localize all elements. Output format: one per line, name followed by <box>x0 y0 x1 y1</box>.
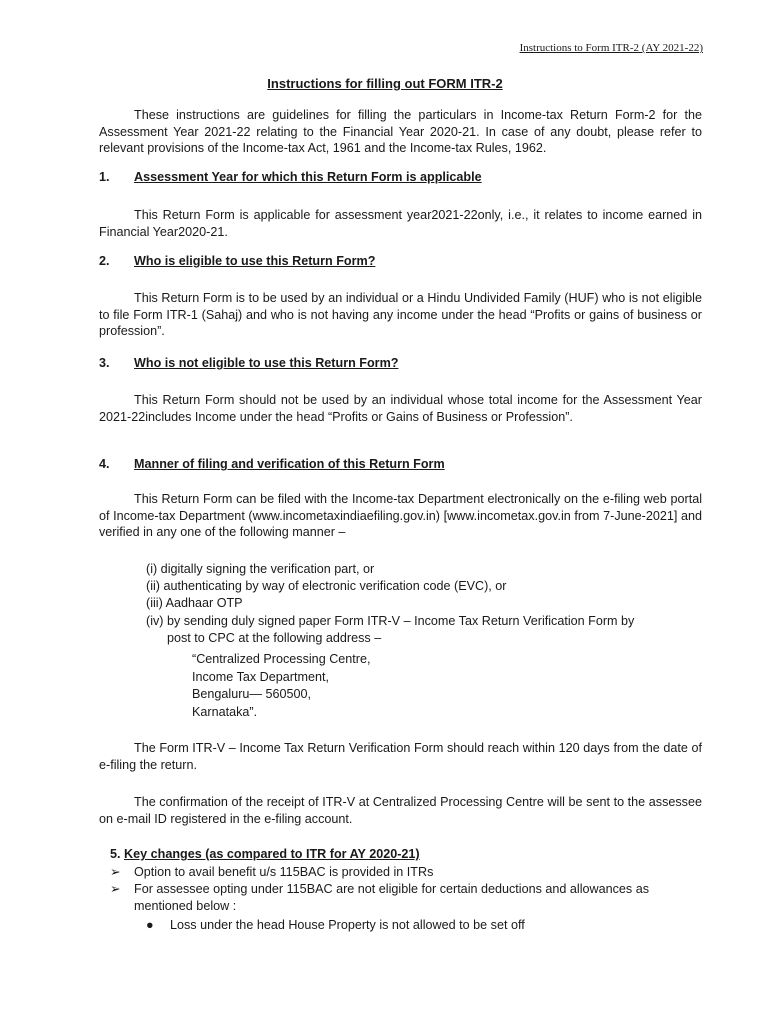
list-item: (i) digitally signing the verification part, or <box>146 562 375 576</box>
cpc-address <box>192 651 371 721</box>
list-item: (iii) Aadhaar OTP <box>146 596 243 611</box>
intro-paragraph <box>99 107 702 157</box>
section-number: 5. <box>110 847 121 861</box>
list-item: (iv) by sending duly signed paper Form ITR-V – Income Tax Return Verification Form by <box>146 613 635 628</box>
address-line: Income Tax Department, <box>192 669 329 684</box>
list-item: (ii) authenticating by way of electronic verification code (EVC), or <box>146 579 507 594</box>
section-title: Manner of filing and verification of this Return Form <box>134 457 445 471</box>
address-line: Karnataka”. <box>192 704 258 719</box>
bullet-dot-icon: ● <box>146 918 154 932</box>
confirmation-paragraph <box>99 794 702 827</box>
section-text: This Return Form is to be used by an individual or a Hindu Undivided Family (HUF) who is not eligible to file Form ITR-1 (Sahaj) and who is not having any income under the head “Profits or gains of business or profession”. <box>99 291 702 338</box>
section-number: 1. <box>99 170 110 184</box>
itrv-deadline-paragraph <box>99 740 702 773</box>
key-changes-list <box>110 864 705 915</box>
address-line: “Centralized Processing Centre, <box>192 652 371 666</box>
address-line: Bengaluru— 560500, <box>192 687 312 701</box>
section-5-heading <box>110 847 420 861</box>
sub-list-item <box>146 918 525 932</box>
list-item <box>110 864 705 881</box>
arrow-bullet-icon: ➢ <box>110 882 121 896</box>
section-2-heading <box>99 254 375 268</box>
section-title: Assessment Year for which this Return Form is applicable <box>134 170 482 184</box>
arrow-bullet-icon: ➢ <box>110 865 121 879</box>
section-3-heading <box>99 356 398 370</box>
list-item-continuation: post to CPC at the following address – <box>167 630 382 645</box>
section-title: Who is not eligible to use this Return Form? <box>134 356 399 370</box>
section-1-body <box>99 207 702 240</box>
section-2-body <box>99 290 702 340</box>
section-number: 2. <box>99 254 110 268</box>
list-item-text: Loss under the head House Property is not allowed to be set off <box>170 918 525 932</box>
running-header: Instructions to Form ITR-2 (AY 2021-22) <box>519 42 703 54</box>
list-item-text: For assessee opting under 115BAC are not eligible for certain deductions and allowances as mentioned below : <box>134 882 650 913</box>
section-1-heading <box>99 170 482 184</box>
paragraph-text: The confirmation of the receipt of ITR-V at Centralized Processing Centre will be sent to the assessee on e-mail ID registered in the e-filing account. <box>99 795 702 826</box>
list-item-text: Option to avail benefit u/s 115BAC is provided in ITRs <box>134 865 434 879</box>
section-3-body <box>99 392 702 425</box>
section-4-heading <box>99 457 445 471</box>
section-text: This Return Form should not be used by an individual whose total income for the Assessment Year 2021-22includes Income under the head “Profits or Gains of Business or Profession”. <box>99 393 702 424</box>
section-title: Who is eligible to use this Return Form? <box>134 254 376 268</box>
section-title: Key changes (as compared to ITR for AY 2020-21) <box>124 847 420 861</box>
section-text: This Return Form can be filed with the Income-tax Department electronically on the e-filing web portal of Income-tax Department (www.incometaxindiaefiling.gov.in) [www.incometax.gov.in from 7-June-2021] and verified in any one of the following manner – <box>99 492 702 539</box>
section-number: 3. <box>99 356 110 370</box>
section-text: This Return Form is applicable for assessment year2021-22only, i.e., it relates to income earned in Financial Year2020-21. <box>99 208 702 239</box>
section-number: 4. <box>99 457 110 471</box>
document-title: Instructions for filling out FORM ITR-2 <box>267 76 503 91</box>
paragraph-text: The Form ITR-V – Income Tax Return Verification Form should reach within 120 days from the date of e-filing the return. <box>99 741 702 772</box>
verification-methods-list <box>146 561 706 647</box>
intro-text: These instructions are guidelines for filling the particulars in Income-tax Return Form-2 for the Assessment Year 2021-22 relating to the Financial Year 2020-21. In case of any doubt, please refer to relevant provisions of the Income-tax Act, 1961 and the Income-tax Rules, 1962. <box>99 108 702 155</box>
list-item <box>110 881 705 915</box>
section-4-body <box>99 491 702 541</box>
